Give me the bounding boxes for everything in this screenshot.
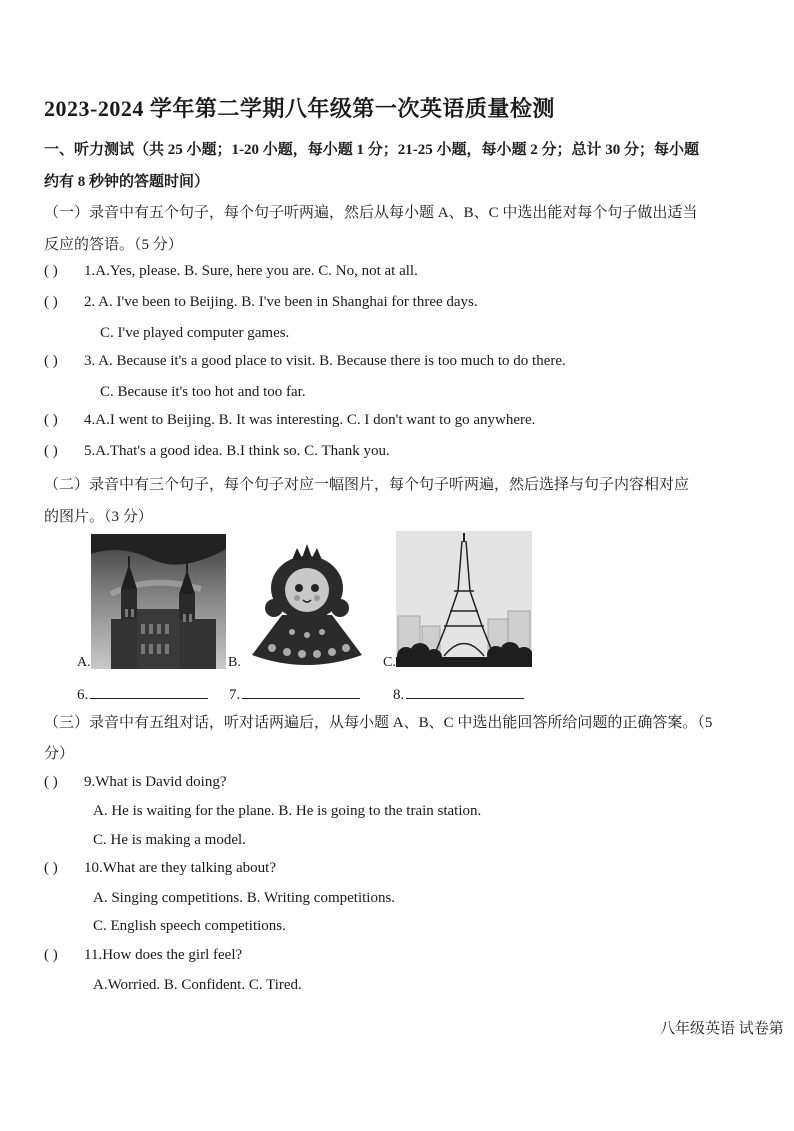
page-footer: 八年级英语 试卷第 — [660, 1021, 784, 1037]
answer-paren[interactable]: ( ) — [44, 263, 58, 279]
princess-illustration — [242, 540, 372, 668]
question-text: 10.What are they talking about? — [84, 860, 277, 876]
answer-paren[interactable]: ( ) — [44, 860, 58, 876]
question-9-option-c: C. He is making a model. — [93, 832, 246, 848]
question-10-options-ab: A. Singing competitions. B. Writing competitions. — [93, 890, 396, 906]
part1-instruction-line1: （一）录音中有五个句子，每个句子听两遍，然后从每小题 A、B、C 中选出能对每个句子做出适当 — [44, 205, 698, 221]
question-3-option-c: C. Because it's too hot and too far. — [100, 384, 306, 400]
question-5 — [44, 443, 390, 460]
question-2 — [44, 294, 478, 311]
part3-instruction-line2: 分） — [44, 746, 75, 762]
question-1 — [44, 263, 418, 280]
question-text: 11.How does the girl feel? — [84, 947, 243, 963]
question-text: 3. A. Because it's a good place to visit. B. Because there is too much to do there. — [84, 353, 566, 369]
answer-paren[interactable]: ( ) — [44, 294, 58, 310]
answer-paren[interactable]: ( ) — [44, 353, 58, 369]
answer-paren[interactable]: ( ) — [44, 774, 58, 790]
answer-paren[interactable]: ( ) — [44, 443, 58, 459]
answer-blank-7[interactable] — [229, 684, 360, 704]
question-3 — [44, 353, 566, 370]
blank-underline[interactable] — [406, 684, 524, 699]
question-text: 2. A. I've been to Beijing. B. I've been in Shanghai for three days. — [84, 294, 478, 310]
exam-title: 2023-2024 学年第二学期八年级第一次英语质量检测 — [44, 96, 555, 121]
picture-b-label: B. — [228, 655, 241, 670]
question-11-options: A.Worried. B. Confident. C. Tired. — [93, 977, 302, 993]
castle-photo — [91, 534, 226, 669]
section1-heading-line2: 约有 8 秒钟的答题时间） — [44, 174, 210, 190]
answer-blank-6[interactable] — [77, 684, 208, 704]
blank-number: 7. — [229, 687, 241, 703]
part3-instruction-line1: （三）录音中有五组对话，听对话两遍后，从每小题 A、B、C 中选出能回答所给问题的正确答案。（5 — [44, 715, 713, 731]
answer-paren[interactable]: ( ) — [44, 947, 58, 963]
blank-number: 6. — [77, 687, 89, 703]
blank-number: 8. — [393, 687, 405, 703]
question-9-options-ab: A. He is waiting for the plane. B. He is going to the train station. — [93, 803, 482, 819]
picture-c-label: C. — [383, 655, 396, 670]
blank-underline[interactable] — [90, 684, 208, 699]
part2-instruction-line1: （二）录音中有三个句子，每个句子对应一幅图片，每个句子听两遍，然后选择与句子内容相对应 — [44, 477, 690, 493]
question-text: 9.What is David doing? — [84, 774, 227, 790]
question-text: 5.A.That's a good idea. B.I think so. C. Thank you. — [84, 443, 390, 459]
part1-instruction-line2: 反应的答语。（5 分） — [44, 237, 183, 253]
question-10-option-c: C. English speech competitions. — [93, 918, 286, 934]
picture-a-label: A. — [77, 655, 91, 670]
question-10 — [44, 860, 276, 877]
blank-underline[interactable] — [242, 684, 360, 699]
question-11 — [44, 947, 242, 964]
question-text: 4.A.I went to Beijing. B. It was interesting. C. I don't want to go anywhere. — [84, 412, 536, 428]
answer-paren[interactable]: ( ) — [44, 412, 58, 428]
eiffel-tower-illustration — [396, 531, 532, 667]
question-4 — [44, 412, 535, 429]
answer-blank-8[interactable] — [393, 684, 524, 704]
question-text: 1.A.Yes, please. B. Sure, here you are. C. No, not at all. — [84, 263, 418, 279]
part2-instruction-line2: 的图片。（3 分） — [44, 509, 153, 525]
question-2-option-c: C. I've played computer games. — [100, 325, 290, 341]
question-9 — [44, 774, 226, 791]
section1-heading-line1: 一、听力测试（共 25 小题；1-20 小题，每小题 1 分；21-25 小题，每小题 2 分；总计 30 分；每小题 — [44, 142, 699, 158]
